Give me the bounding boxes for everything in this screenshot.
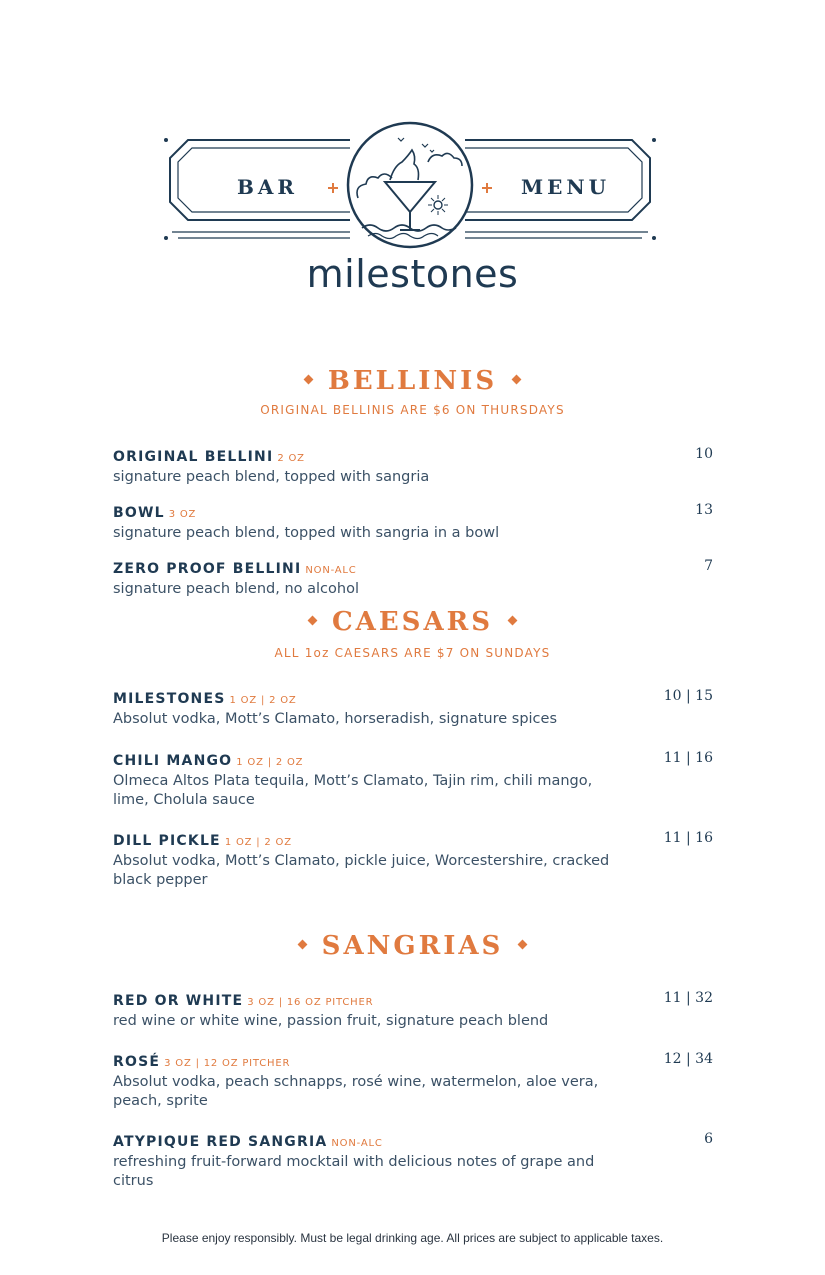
item-size: 1 OZ | 2 OZ [236, 757, 304, 768]
item-description: signature peach blend, topped with sangria in a bowl [113, 525, 500, 541]
diamond-icon [303, 374, 313, 384]
diamond-icon [508, 615, 518, 625]
item-price: 10 [695, 446, 713, 462]
item-price: 12 | 34 [663, 1051, 713, 1067]
diamond-icon [518, 939, 528, 949]
brand-name: milestones [306, 252, 519, 296]
item-size: 2 OZ [277, 453, 305, 464]
item-description: Olmeca Altos Plata tequila, Mott’s Clamato, Tajin rim, chili mango, lime, Cholula sauce [113, 773, 593, 808]
menu-item-zero-proof-bellini [113, 558, 713, 599]
item-price: 13 [695, 502, 713, 518]
item-description: Absolut vodka, peach schnapps, rosé wine, watermelon, aloe vera, peach, sprite [113, 1074, 599, 1109]
item-size: 1 OZ | 2 OZ [224, 837, 292, 848]
item-name: BOWL [113, 505, 165, 521]
menu-item-red-or-white [113, 990, 713, 1031]
item-name: MILESTONES [113, 691, 226, 707]
item-size: NON-ALC [305, 565, 357, 576]
section-title-caesars: CAESARS [0, 607, 825, 637]
item-size: NON-ALC [331, 1138, 383, 1149]
item-size: 3 OZ | 16 OZ PITCHER [247, 997, 374, 1008]
item-description: signature peach blend, no alcohol [113, 581, 359, 597]
footer-disclaimer: Please enjoy responsibly. Must be legal drinking age. All prices are subject to applicable taxes. [161, 1231, 664, 1245]
item-name: ORIGINAL BELLINI [113, 449, 274, 465]
item-name: ATYPIQUE RED SANGRIA [113, 1134, 328, 1150]
diamond-icon [512, 374, 522, 384]
item-price: 11 | 16 [663, 750, 713, 766]
section-title-bellinis: BELLINIS [0, 366, 825, 396]
item-price: 11 | 32 [663, 990, 713, 1006]
item-name: ROSÉ [113, 1054, 161, 1070]
diamond-icon [308, 615, 318, 625]
item-price: 6 [704, 1131, 713, 1147]
section-promo-bellinis: ORIGINAL BELLINIS ARE $6 ON THURSDAYS [260, 403, 565, 417]
item-size: 1 OZ | 2 OZ [229, 695, 297, 706]
section-title-sangrias: SANGRIAS [0, 931, 825, 961]
item-description: Absolut vodka, Mott’s Clamato, horseradish, signature spices [113, 711, 557, 727]
item-size: 3 OZ | 12 OZ PITCHER [164, 1058, 291, 1069]
menu-item-rose [113, 1051, 713, 1111]
menu-item-dill-pickle [113, 830, 713, 890]
menu-item-milestones [113, 688, 713, 729]
item-description: refreshing fruit-forward mocktail with delicious notes of grape and citrus [113, 1154, 595, 1189]
item-description: Absolut vodka, Mott’s Clamato, pickle juice, Worcestershire, cracked black pepper [113, 853, 610, 888]
logo-left-word: BAR [237, 175, 299, 199]
item-price: 11 | 16 [663, 830, 713, 846]
item-price: 10 | 15 [663, 688, 713, 704]
item-size: 3 OZ [168, 509, 197, 520]
diamond-icon [297, 939, 307, 949]
item-name: ZERO PROOF BELLINI [113, 561, 302, 577]
menu-item-atypique-red-sangria [113, 1131, 713, 1191]
item-description: red wine or white wine, passion fruit, signature peach blend [113, 1013, 549, 1029]
item-name: RED OR WHITE [113, 993, 244, 1009]
item-price: 7 [704, 558, 713, 574]
logo-right-word: MENU [521, 175, 611, 199]
item-name: DILL PICKLE [113, 833, 221, 849]
menu-item-chili-mango [113, 750, 713, 810]
menu-item-bowl [113, 502, 713, 543]
item-name: CHILI MANGO [113, 753, 233, 769]
item-description: signature peach blend, topped with sangria [113, 469, 430, 485]
section-promo-caesars: ALL 1oz CAESARS ARE $7 ON SUNDAYS [274, 646, 551, 660]
menu-item-original-bellini [113, 446, 713, 487]
